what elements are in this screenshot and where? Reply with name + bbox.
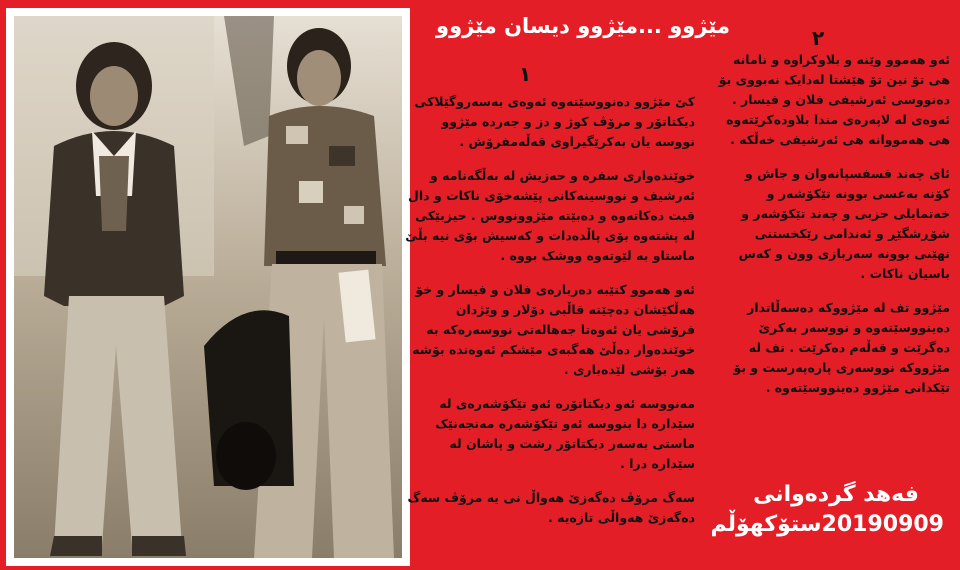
page-title: مێژوو ...مێژوو دیسان مێژوو: [436, 14, 730, 38]
paragraph: خوێندەواری سفرە و حەزیش لە بەڵگەنامە و ئەرشیف و نووسینەکانی پێشەخۆی ناکات و دال قیت دەکاتەوە و دەبێتە مێژوونووس . حیزبێکی لە پشتەوە بۆی پاڵدەدات و کەسیش بۆی نیە بڵێ ماستاو بە لێوتەوە ووشک بووە .: [405, 168, 695, 263]
paragraph: ئەو هەموو وێنە و بلاوکراوە و نامانە هی تۆ نین تۆ هێشتا لەدایک نەبووی بۆ دەنووسی ئەرشیفی فلان و فیسار . ئەوەی لە لاپەرەی مندا بلاودەکرێتەوە هی هەمووانە هی ئەرشیفی خەڵکە .: [718, 52, 950, 147]
author-date-place: 20190909ستۆکهۆڵم: [710, 512, 944, 537]
paragraph: ئای چەند فسفسپانەوان و جاش و کۆنە بەعسی بوونە تێکۆشەر و خەتمایلی حزبی و چەند تێکۆشەر و شۆڕشگێڕ و ئەندامی رێکخستنی نهێنی بوونە سەربازی وون و کەس باسیان ناکات .: [738, 166, 950, 281]
column-number-2: ٢: [812, 26, 825, 50]
vintage-photo: [14, 16, 402, 558]
paragraph: مەنووسە ئەو دیکتاتۆرە ئەو تێکۆشەرەی لە سێدارە دا بنووسە ئەو تێکۆشەرە مەنجەنێک ماستی بەسەر دیکتاتۆر رشت و پاشان لە سێدارە درا .: [435, 396, 695, 471]
text-column-2: [718, 50, 950, 412]
two-men-photo-illustration: [14, 16, 402, 558]
paragraph: مێژوو تف لە مێژووکە دەسەڵاتدار دەینووسێتەوە و نووسەر بەکرێ دەگرێت و قەڵەم دەکرێت . تف لە مێژووکە نووسەری پارەپەرست و بۆ تێکدانی مێژوو دەینووسێتەوە .: [733, 300, 950, 395]
photo-frame: [6, 8, 410, 566]
paragraph: سەگ مرۆڤ دەگەزێ هەواڵ نی یە مرۆڤ سەگ دەگەزێ هەواڵی تازەیە .: [407, 490, 695, 525]
paragraph: کێ مێژوو دەنووسێتەوە ئەوەی بەسەروگێلاکی دیکتاتۆر و مرۆڤ کوژ و دز و جەردە مێژوو نووسە یان بەکرێگیراوی قەڵەمفرۆش .: [414, 94, 695, 149]
text-column-1: [405, 92, 695, 542]
paragraph: ئەو هەموو کتێبە دەربارەی فلان و فیسار و خۆ هەڵکێشان دەچێتە قاڵبی دۆلار و وێژدان فرۆشی یان ئەوەتا جەهالەتی نووسەرەکە بە خوێندەوار دەڵێ هەگبەی مێشکم ئەوەندە بۆشە هەر بۆشی لێدەباری .: [412, 282, 695, 377]
column-number-1: ١: [519, 62, 532, 86]
author-name: فەهد گردەوانی: [753, 482, 919, 507]
